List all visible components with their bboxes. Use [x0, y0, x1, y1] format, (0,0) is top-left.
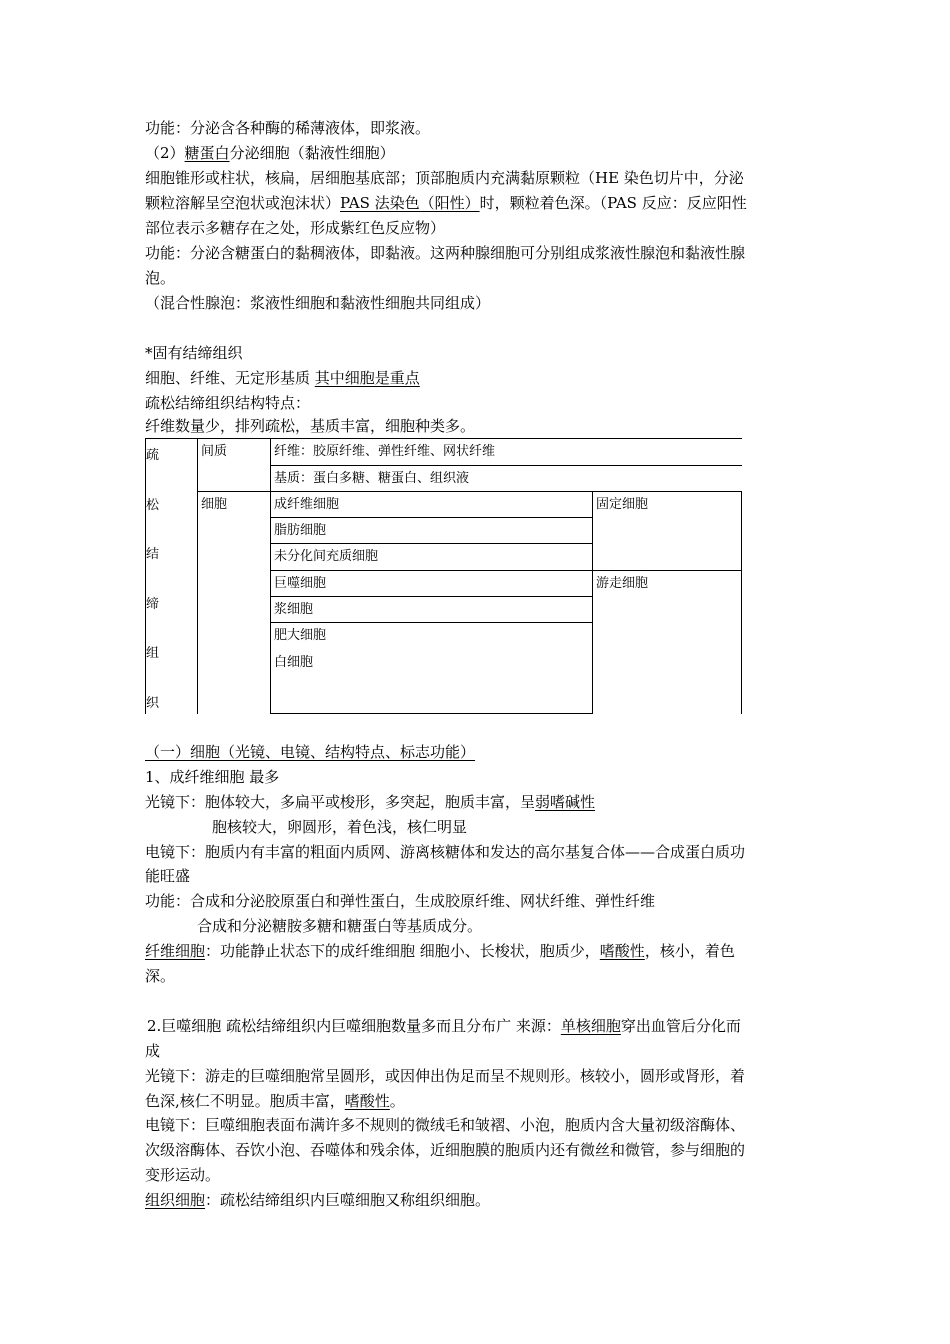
- table-vertical-label: 结: [146, 547, 160, 562]
- text-line: 组织细胞：疏松结缔组织内巨噬细胞又称组织细胞。: [145, 1191, 491, 1209]
- text-line: 纤维数量少，排列疏松，基质丰富，细胞种类多。: [145, 417, 476, 435]
- text-line: 色深,核仁不明显。胞质丰富，嗜酸性。: [145, 1092, 405, 1110]
- text-line: 电镜下：巨噬细胞表面布满许多不规则的微绒毛和皱褶、小泡，胞质内含大量初级溶酶体、: [145, 1116, 746, 1134]
- table-cell-cells: 细胞: [201, 497, 228, 512]
- table-cell-matrix: 间质: [201, 444, 228, 459]
- table-cell-fixed: 固定细胞: [596, 497, 649, 512]
- table-vertical-label: 织: [146, 696, 160, 711]
- text-line: 疏松结缔组织结构特点：: [145, 394, 311, 412]
- text-line: 深。: [145, 967, 176, 985]
- text-line: 胞核较大，卵圆形，着色浅，核仁明显: [212, 818, 468, 836]
- text-line: （2）糖蛋白分泌细胞（黏液性细胞）: [145, 144, 395, 162]
- table-cell-cell-type: 白细胞: [274, 655, 314, 670]
- underlined-term: 其中细胞是重点: [314, 369, 420, 387]
- text-line: 1、成纤维细胞 最多: [145, 768, 280, 786]
- underlined-term: PAS 法染色（阳性）: [340, 194, 480, 212]
- text-line: 2.巨噬细胞 疏松结缔组织内巨噬细胞数量多而且分布广 来源：单核细胞穿出血管后分化而: [147, 1017, 741, 1035]
- text-line: 成: [145, 1042, 161, 1060]
- table-vertical-label: 松: [146, 498, 160, 513]
- table-cell-cell-type: 未分化间充质细胞: [274, 549, 379, 564]
- text-line: （混合性腺泡：浆液性细胞和黏液性细胞共同组成）: [145, 294, 491, 312]
- text-line: 纤维细胞：功能静止状态下的成纤维细胞 细胞小、长梭状，胞质少，嗜酸性，核小，着色: [145, 942, 735, 960]
- text-line: 变形运动。: [145, 1166, 221, 1184]
- table-cell-cell-type: 肥大细胞: [274, 628, 327, 643]
- underlined-term: 糖蛋白: [184, 144, 230, 162]
- text-line: 部位表示多糖存在之处，形成紫红色反应物）: [145, 219, 446, 237]
- table-cell-cell-type: 成纤维细胞: [274, 497, 340, 512]
- section-heading: （一）细胞（光镜、电镜、结构特点、标志功能）: [145, 743, 476, 761]
- connective-tissue-table: [145, 438, 742, 714]
- table-cell-wandering: 游走细胞: [596, 576, 649, 591]
- table-cell-cell-type: 脂肪细胞: [274, 523, 327, 538]
- text-line: 光镜下：胞体较大，多扁平或梭形，多突起，胞质丰富，呈弱嗜碱性: [145, 793, 596, 811]
- text-line: 能旺盛: [145, 867, 191, 885]
- table-vertical-label: 缔: [146, 597, 160, 612]
- table-cell-cell-type: 浆细胞: [274, 602, 314, 617]
- text-line: 光镜下：游走的巨噬细胞常呈圆形，或因伸出伪足而呈不规则形。核较小，圆形或肾形，着: [145, 1067, 746, 1085]
- underlined-term: 弱嗜碱性: [535, 793, 596, 811]
- text-line: 颗粒溶解呈空泡状或泡沫状）PAS 法染色（阳性）时，颗粒着色深。（PAS 反应：反应阳性: [145, 194, 747, 212]
- text-line: 功能：分泌含各种酶的稀薄液体，即浆液。: [145, 119, 431, 137]
- text-line: *固有结缔组织: [145, 344, 243, 362]
- underlined-term: 嗜酸性: [599, 942, 645, 960]
- table-vertical-label: 组: [146, 646, 160, 661]
- underlined-term: 纤维细胞: [145, 942, 206, 960]
- text-line: 功能：分泌含糖蛋白的黏稠液体，即黏液。这两种腺细胞可分别组成浆液性腺泡和黏液性腺: [145, 244, 746, 262]
- table-cell-ground: 基质：蛋白多糖、糖蛋白、组织液: [274, 471, 470, 486]
- table-vertical-label: 疏: [146, 448, 160, 463]
- text-line: 次级溶酶体、吞饮小泡、吞噬体和残余体，近细胞膜的胞质内还有微丝和微管，参与细胞的: [145, 1141, 746, 1159]
- text-line: 合成和分泌糖胺多糖和糖蛋白等基质成分。: [197, 917, 483, 935]
- text-line: 细胞锥形或柱状，核扁，居细胞基底部；顶部胞质内充满黏原颗粒（HE 染色切片中，分泌: [145, 169, 744, 187]
- text-line: 电镜下：胞质内有丰富的粗面内质网、游离核糖体和发达的高尔基复合体——合成蛋白质功: [145, 843, 746, 861]
- text-line: 细胞、纤维、无定形基质 其中细胞是重点: [145, 369, 420, 387]
- text-line: 泡。: [145, 269, 176, 287]
- text-line: 功能：合成和分泌胶原蛋白和弹性蛋白，生成胶原纤维、网状纤维、弹性纤维: [145, 892, 656, 910]
- table-cell-fiber: 纤维：胶原纤维、弹性纤维、网状纤维: [274, 444, 496, 459]
- underlined-term: 嗜酸性: [344, 1092, 390, 1110]
- underlined-term: 组织细胞: [145, 1191, 206, 1209]
- underlined-term: 单核细胞: [560, 1017, 621, 1035]
- table-cell-cell-type: 巨噬细胞: [274, 576, 327, 591]
